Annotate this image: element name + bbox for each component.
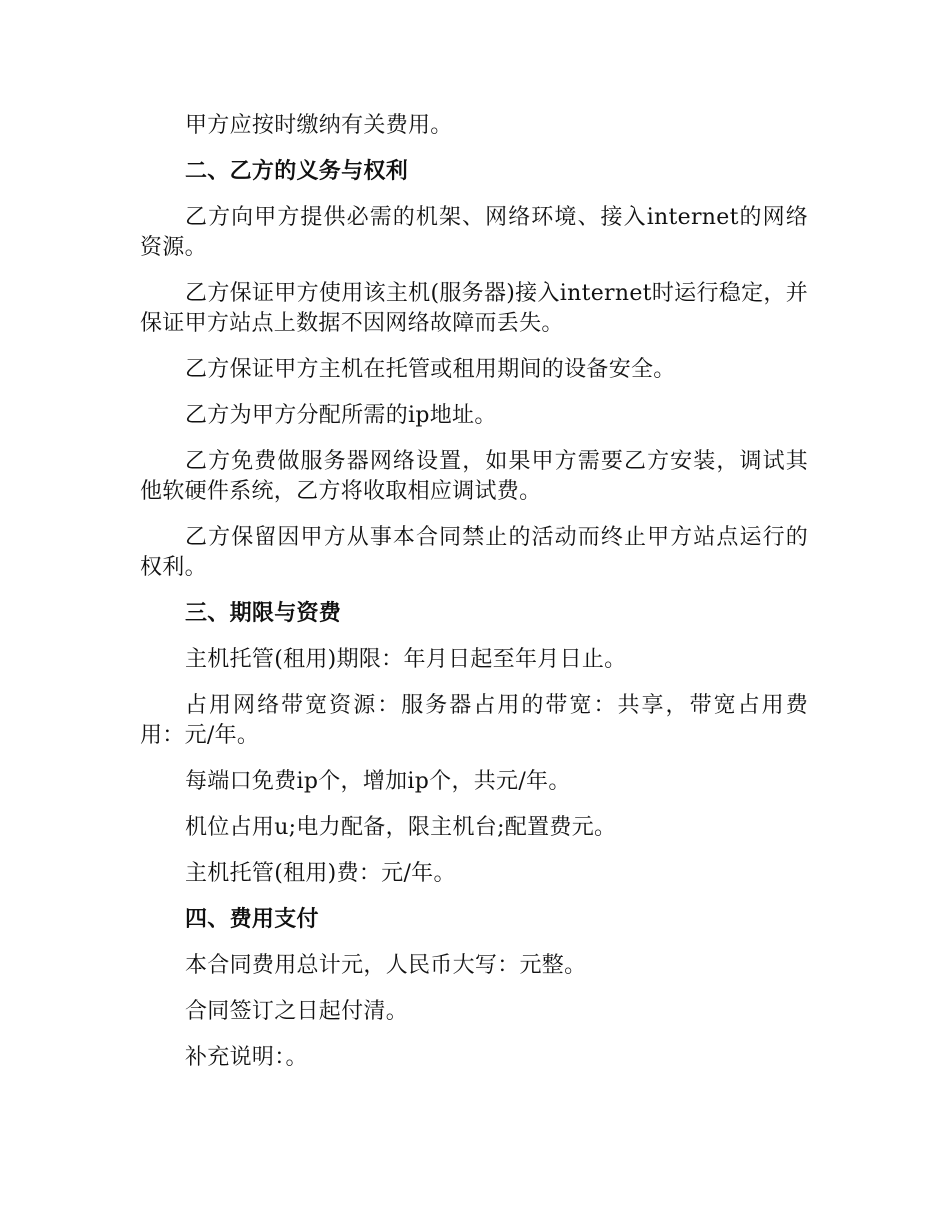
paragraph-supplementary-note: 补充说明：。 [185, 1045, 308, 1070]
paragraph-hosting-fee: 主机托管(租用)费：元/年。 [185, 861, 456, 886]
paragraph-pay-in-full: 合同签订之日起付清。 [185, 999, 409, 1024]
paragraph-bandwidth: 占用网络带宽资源：服务器占用的带宽：共享，带宽占用费用：元/年。 [140, 693, 808, 748]
paragraph-ip-per-port: 每端口免费ip个，增加ip个，共元/年。 [185, 769, 571, 794]
paragraph-rack-space: 机位占用u;电力配备，限主机台;配置费元。 [185, 815, 617, 840]
document-page [140, 111, 808, 1089]
paragraph-equipment-safety: 乙方保证甲方主机在托管或租用期间的设备安全。 [185, 357, 676, 382]
paragraph-network-resources: 乙方向甲方提供必需的机架、网络环境、接入internet的网络资源。 [140, 205, 808, 260]
section-heading-payment: 四、费用支付 [185, 907, 319, 932]
section-heading-term-and-fees: 三、期限与资费 [185, 601, 342, 626]
section-heading-party-b-duties: 二、乙方的义务与权利 [185, 159, 409, 184]
paragraph-ip-allocation: 乙方为甲方分配所需的ip地址。 [185, 403, 497, 428]
paragraph-stability-guarantee: 乙方保证甲方使用该主机(服务器)接入internet时运行稳定，并保证甲方站点上数据不因网络故障而丢失。 [140, 281, 808, 336]
paragraph-total-fee: 本合同费用总计元，人民币大写：元整。 [185, 953, 587, 978]
paragraph-termination-right: 乙方保留因甲方从事本合同禁止的活动而终止甲方站点运行的权利。 [140, 525, 808, 580]
paragraph-free-setup: 乙方免费做服务器网络设置，如果甲方需要乙方安装，调试其他软硬件系统，乙方将收取相应调试费。 [140, 449, 808, 504]
paragraph-payment-obligation: 甲方应按时缴纳有关费用。 [185, 113, 453, 138]
paragraph-hosting-term: 主机托管(租用)期限：年月日起至年月日止。 [185, 647, 627, 672]
